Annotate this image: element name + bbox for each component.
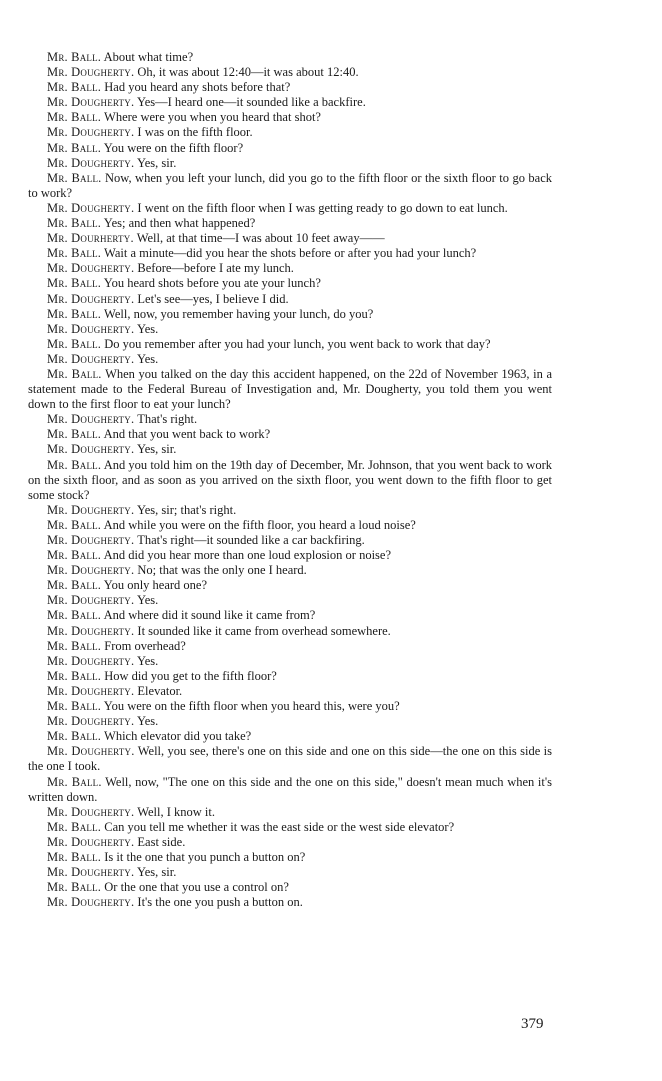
statement-text: You only heard one? [103,578,208,593]
statement-text: Well, you see, there's one on this side and one on this side—the one on this side is the one I took. [28,744,552,774]
statement-text: Yes, sir; that's right. [136,502,237,517]
speaker-name: Mr. Ball. [47,578,102,593]
statement-text: You were on the fifth floor? [103,140,244,155]
speaker-name: Mr. Dougherty. [47,593,135,608]
transcript-paragraph [28,578,552,593]
transcript-paragraph [28,805,552,820]
statement-text: And you told him on the 19th day of December, Mr. Johnson, that you went back to work on the sixth floor, and as soon as you arrived on the sixth floor, you went down to the fifth floor to get some stock? [28,457,552,502]
statement-text: Do you remember after you had your lunch, you went back to work that day? [104,336,491,351]
statement-text: You heard shots before you ate your lunch? [103,276,321,291]
speaker-name: Mr. Dougherty. [47,95,135,110]
transcript-paragraph [28,654,552,669]
speaker-name: Mr. Dougherty. [47,261,135,276]
transcript-paragraph [28,50,552,65]
statement-text: Let's see—yes, I believe I did. [137,291,289,306]
transcript-paragraph [28,367,552,412]
speaker-name: Mr. Ball. [47,548,102,563]
speaker-name: Mr. Dougherty. [47,291,135,306]
transcript-paragraph [28,820,552,835]
transcript-paragraph [28,518,552,533]
transcript-paragraph [28,352,552,367]
speaker-name: Mr. Dougherty. [47,502,135,517]
transcript-paragraph [28,427,552,442]
statement-text: Can you tell me whether it was the east side or the west side elevator? [104,819,455,834]
transcript-paragraph [28,171,552,201]
statement-text: That's right—it sounded like a car backfiring. [137,533,365,547]
transcript-paragraph [28,322,552,337]
testimony-transcript [28,50,552,910]
speaker-name: Mr. Ball. [47,638,102,653]
statement-text: Well, now, "The one on this side and the one on this side," doesn't mean much when it's written down. [28,774,552,804]
speaker-name: Mr. Ball. [47,336,102,351]
statement-text: Yes. [136,593,159,608]
transcript-paragraph [28,458,552,503]
speaker-name: Mr. Dougherty. [47,563,135,578]
transcript-paragraph [28,110,552,125]
statement-text: How did you get to the fifth floor? [104,668,277,683]
transcript-paragraph [28,95,552,110]
speaker-name: Mr. Dougherty. [47,412,135,427]
statement-text: And where did it sound like it came from? [103,608,316,623]
transcript-paragraph [28,850,552,865]
statement-text: I went on the fifth floor when I was getting ready to go down to eat lunch. [137,200,508,215]
speaker-name: Mr. Ball. [47,849,102,864]
transcript-paragraph [28,880,552,895]
statement-text: Yes. [136,351,159,366]
transcript-paragraph [28,216,552,231]
transcript-paragraph [28,503,552,518]
transcript-paragraph [28,231,552,246]
statement-text: I was on the fifth floor. [137,125,253,140]
statement-text: From overhead? [104,638,186,653]
speaker-name: Mr. Dougherty. [47,125,135,140]
statement-text: Yes. [136,321,159,336]
transcript-paragraph [28,201,552,216]
transcript-paragraph [28,729,552,744]
transcript-paragraph [28,895,552,910]
transcript-paragraph [28,533,552,548]
statement-text: Yes—I heard one—it sounded like a backfire. [136,95,366,110]
speaker-name: Mr. Dougherty. [47,533,135,547]
speaker-name: Mr. Ball. [47,216,102,231]
statement-text: Elevator. [137,683,183,698]
speaker-name: Mr. Ball. [47,774,102,789]
speaker-name: Mr. Dougherty. [47,442,135,457]
transcript-paragraph [28,261,552,276]
page-number: 379 [521,1016,544,1032]
transcript-paragraph [28,865,552,880]
statement-text: And did you hear more than one loud explosion or noise? [103,548,392,563]
transcript-paragraph [28,563,552,578]
speaker-name: Mr. Ball. [47,668,102,683]
transcript-paragraph [28,684,552,699]
statement-text: Which elevator did you take? [104,729,252,744]
speaker-name: Mr. Ball. [47,140,102,155]
statement-text: Before—before I ate my lunch. [137,261,294,276]
speaker-name: Mr. Dougherty. [47,200,135,215]
statement-text: When you talked on the day this accident happened, on the 22d of November 1963, in a statement made to the Federal Bureau of Investigation and, Mr. Dougherty, you told them you went down to the first floor to eat your lunch? [28,366,553,412]
speaker-name: Mr. Dougherty. [47,65,135,80]
transcript-paragraph [28,593,552,608]
statement-text: Well, at that time—I was about 10 feet away—— [136,231,385,246]
speaker-name: Mr. Ball. [47,608,102,623]
statement-text: Or the one that you use a control on? [104,880,289,895]
statement-text: Now, when you left your lunch, did you go to the fifth floor or the sixth floor to go back to work? [28,170,553,200]
statement-text: Yes, sir. [136,442,177,457]
statement-text: Yes. [136,653,159,668]
transcript-paragraph [28,276,552,291]
statement-text: Is it the one that you punch a button on? [104,849,306,864]
statement-text: Wait a minute—did you hear the shots before or after you had your lunch? [104,246,477,261]
transcript-paragraph [28,548,552,563]
speaker-name: Mr. Ball. [47,729,102,744]
speaker-name: Mr. Dougherty. [47,653,135,668]
speaker-name: Mr. Dougherty. [47,804,135,819]
transcript-paragraph [28,65,552,80]
transcript-paragraph [28,337,552,352]
speaker-name: Mr. Ball. [47,170,102,185]
statement-text: Where were you when you heard that shot? [104,110,321,125]
transcript-paragraph [28,608,552,623]
speaker-name: Mr. Ball. [47,517,102,532]
statement-text: Yes; and then what happened? [103,216,256,231]
transcript-paragraph [28,624,552,639]
statement-text: About what time? [103,50,194,64]
transcript-paragraph [28,835,552,850]
statement-text: You were on the fifth floor when you heard this, were you? [103,699,400,714]
transcript-paragraph [28,669,552,684]
transcript-paragraph [28,307,552,322]
speaker-name: Mr. Ball. [47,880,102,895]
statement-text: Well, now, you remember having your lunch, do you? [104,306,374,321]
statement-text: Yes, sir. [136,865,177,880]
statement-text: Yes. [136,714,159,729]
transcript-paragraph [28,442,552,457]
speaker-name: Mr. Ball. [47,50,102,64]
statement-text: And while you were on the fifth floor, you heard a loud noise? [103,517,416,532]
statement-text: It's the one you push a button on. [137,895,303,910]
statement-text: Oh, it was about 12:40—it was about 12:40. [137,65,359,80]
transcript-paragraph [28,639,552,654]
statement-text: It sounded like it came from overhead somewhere. [137,623,391,638]
transcript-paragraph [28,156,552,171]
speaker-name: Mr. Dougherty. [47,714,135,729]
statement-text: East side. [137,834,186,849]
speaker-name: Mr. Dougherty. [47,744,135,759]
speaker-name: Mr. Dougherty. [47,321,135,336]
statement-text: And that you went back to work? [103,427,271,442]
speaker-name: Mr. Ball. [47,306,102,321]
speaker-name: Mr. Dougherty. [47,895,135,910]
speaker-name: Mr. Dourherty. [47,231,134,246]
speaker-name: Mr. Ball. [47,699,102,714]
speaker-name: Mr. Dougherty. [47,834,135,849]
speaker-name: Mr. Dougherty. [47,155,135,170]
transcript-paragraph [28,141,552,156]
statement-text: That's right. [137,412,198,427]
speaker-name: Mr. Ball. [47,366,102,381]
speaker-name: Mr. Ball. [47,427,102,442]
speaker-name: Mr. Ball. [47,110,102,125]
transcript-paragraph [28,699,552,714]
speaker-name: Mr. Dougherty. [47,865,135,880]
statement-text: Well, I know it. [137,804,215,819]
transcript-paragraph [28,412,552,427]
transcript-paragraph [28,80,552,95]
speaker-name: Mr. Ball. [47,819,102,834]
transcript-paragraph [28,744,552,774]
transcript-paragraph [28,714,552,729]
speaker-name: Mr. Ball. [47,457,102,472]
speaker-name: Mr. Dougherty. [47,683,135,698]
speaker-name: Mr. Dougherty. [47,623,135,638]
transcript-paragraph [28,125,552,140]
statement-text: Yes, sir. [136,155,177,170]
statement-text: Had you heard any shots before that? [104,80,291,95]
statement-text: No; that was the only one I heard. [137,563,307,578]
speaker-name: Mr. Ball. [47,80,102,95]
speaker-name: Mr. Ball. [47,246,102,261]
transcript-paragraph [28,246,552,261]
transcript-paragraph [28,292,552,307]
transcript-paragraph [28,775,552,805]
speaker-name: Mr. Ball. [47,276,102,291]
speaker-name: Mr. Dougherty. [47,351,135,366]
